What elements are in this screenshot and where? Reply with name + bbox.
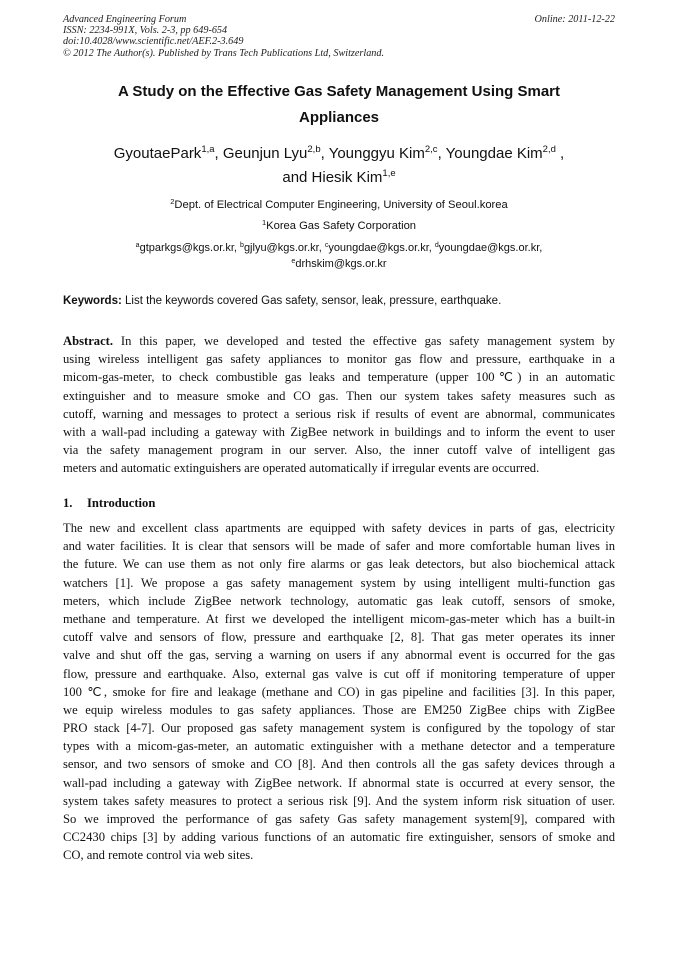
intro-line: and water facilities. It is clear that sensors will be made of safer and more comfortable human lives in (63, 539, 615, 554)
intro-line: CO, and remote control via web sites. (63, 848, 254, 863)
email-separator: , (318, 242, 325, 254)
introduction-body (63, 519, 615, 865)
intro-line: watchers [1]. We propose a gas safety management system by using intelligent multi-function gas (63, 575, 615, 590)
intro-line: The new and excellent class apartments are equipped with safety devices in parts of gas, electricity (63, 521, 615, 535)
intro-line: valve and shut off the gas, serving a warning on users if any abnormal event is occurred for the gas (63, 648, 615, 663)
email-separator: , (233, 242, 241, 254)
issn-line: ISSN: 2234-991X, Vols. 2-3, pp 649-654 (63, 25, 228, 37)
affiliation-superscript: 1 (261, 218, 267, 227)
author-name: and Hiesik Kim (282, 169, 383, 186)
author-separator: , (320, 145, 329, 162)
affiliation-1 (63, 198, 615, 212)
abstract-line: micom-gas-meter, to check combustible gas leaks and temperature (upper 100℃) in an automatic (63, 370, 615, 385)
author-separator: , (214, 145, 223, 162)
affiliation-superscript: 2 (170, 197, 175, 206)
intro-line: flow, pressure and earthquake. Also, external gas valve is cut off if monitoring temperature of upper (63, 666, 615, 681)
author-line-2 (63, 166, 615, 190)
paper-title (63, 79, 615, 131)
author-emails (63, 241, 615, 272)
journal-name: Advanced Engineering Forum (63, 14, 187, 25)
intro-line: we equip wireless modules to gas safety appliances. Those are EM250 ZigBee chips with ZigBee (63, 702, 615, 717)
author-name: Youngdae Kim (445, 145, 543, 162)
online-date: Online: 2011-12-22 (534, 14, 615, 25)
intro-line: CC2430 chips [3] by adding various functions of an automatic fire extinguisher, sensors of smoke and (63, 830, 615, 845)
email-address: gtparkgs@kgs.or.kr (139, 242, 234, 254)
intro-line: methane and temperature. At first we developed the intelligent micom-gas-meter which has a built-in (63, 611, 615, 626)
intro-line: the future. We can use them as not only fire alarms or gas leak detectors, but also biochemical attack (63, 557, 615, 572)
email-line-2 (63, 257, 615, 273)
email-separator: , (428, 242, 435, 254)
abstract-line: cutoff, warning and messages to protect a serious risk if results of event are abnormal, communicates (63, 406, 615, 421)
affiliation-text: Dept. of Electrical Computer Engineering, University of Seoul.korea (174, 199, 508, 211)
title-line-1: A Study on the Effective Gas Safety Management Using Smart (117, 83, 561, 100)
abstract-line: via the safety management program in our server. Also, the inner cutoff valve of intelligent gas (63, 443, 615, 458)
section-number: 1. (63, 496, 73, 510)
intro-line: PRO stack [4-7]. Our proposed gas safety management system is configured by the topology of star (63, 721, 615, 736)
abstract-line: meters and automatic extinguishers are operated automatically if irregular events are occurred. (63, 461, 540, 476)
author-line-1 (63, 142, 615, 166)
author-superscript: 1,a (201, 144, 215, 155)
email-separator: , (539, 242, 543, 254)
email-line-1 (63, 241, 615, 257)
author-name: Geunjun Lyu (222, 145, 308, 162)
abstract-line (63, 332, 615, 350)
author-name: GyoutaePark (113, 145, 202, 162)
intro-line: types with a micom-gas-meter, an automatic extinguisher with a methane detector and a temperature (63, 739, 615, 754)
author-superscript: 2,d (542, 144, 556, 155)
copyright-line: © 2012 The Author(s). Published by Trans Tech Publications Ltd, Switzerland. (63, 47, 385, 59)
journal-header (63, 14, 615, 59)
author-superscript: 1,e (382, 168, 396, 179)
intro-line: cutoff valve and sensors of flow, pressure and earthquake [2, 8]. That gas meter operates its inner (63, 630, 615, 645)
intro-line: sensor, and two sensors of smoke and CO [8]. And then controls all the gas safety devices through a (63, 757, 615, 772)
email-address: youngdae@kgs.or.kr (328, 242, 429, 254)
intro-line: meters, which include ZigBee network technology, automatic gas leak cutoff, sensors of smoke, (63, 593, 615, 608)
email-address: gjlyu@kgs.or.kr (243, 242, 319, 254)
abstract-line: extinguisher and to measure smoke and CO gas. Then our system takes safety measures such as (63, 388, 615, 403)
email-address: drhskim@kgs.or.kr (295, 257, 387, 270)
intro-line: 100 ℃, smoke for fire and leakage (methane and CO) in gas pipeline and facilities [3]. In this paper, (63, 684, 615, 699)
affiliation-2 (63, 219, 615, 233)
email-superscript: a (135, 242, 140, 249)
doi-line: doi:10.4028/www.scientific.net/AEF.2-3.649 (63, 36, 244, 48)
title-line-2: Appliances (298, 109, 380, 126)
abstract-label: Abstract. (63, 334, 114, 348)
email-superscript: b (240, 242, 244, 249)
email-address: youngdae@kgs.or.kr (438, 242, 540, 254)
abstract (63, 332, 615, 478)
author-separator: , (555, 145, 565, 162)
author-separator: , (437, 145, 446, 162)
email-superscript: d (434, 242, 439, 249)
intro-line: wall-pad including a gateway with ZigBee network. If abnormal state is occurred at every sensor, the (63, 775, 615, 790)
intro-line: So we improved the performance of gas safety Gas safety management system[9], compared with (63, 812, 615, 826)
abstract-line-text: In this paper, we developed and tested the effective gas safety management system by (113, 334, 615, 348)
author-name: Younggyu Kim (328, 145, 425, 162)
keywords-label: Keywords: (63, 295, 122, 307)
section-heading-introduction (63, 494, 155, 512)
intro-line: system takes safety measures to protect a serious risk [9]. And the system inform risk situation of user. (63, 793, 615, 808)
email-superscript: e (291, 257, 296, 265)
email-superscript: c (324, 242, 329, 249)
author-list (63, 142, 615, 190)
author-superscript: 2,c (424, 144, 438, 155)
author-superscript: 2,b (307, 144, 321, 155)
keywords-text: List the keywords covered Gas safety, sensor, leak, pressure, earthquake. (121, 295, 502, 307)
section-title: Introduction (87, 496, 156, 510)
abstract-line: with a wall-pad including a gateway with ZigBee network in buildings and to inform the event to user (63, 424, 615, 439)
affiliation-text: Korea Gas Safety Corporation (266, 220, 417, 232)
abstract-line: using wireless intelligent gas safety appliances to monitor gas flow and pressure, earthquake in a (63, 352, 615, 367)
keywords (63, 294, 623, 309)
